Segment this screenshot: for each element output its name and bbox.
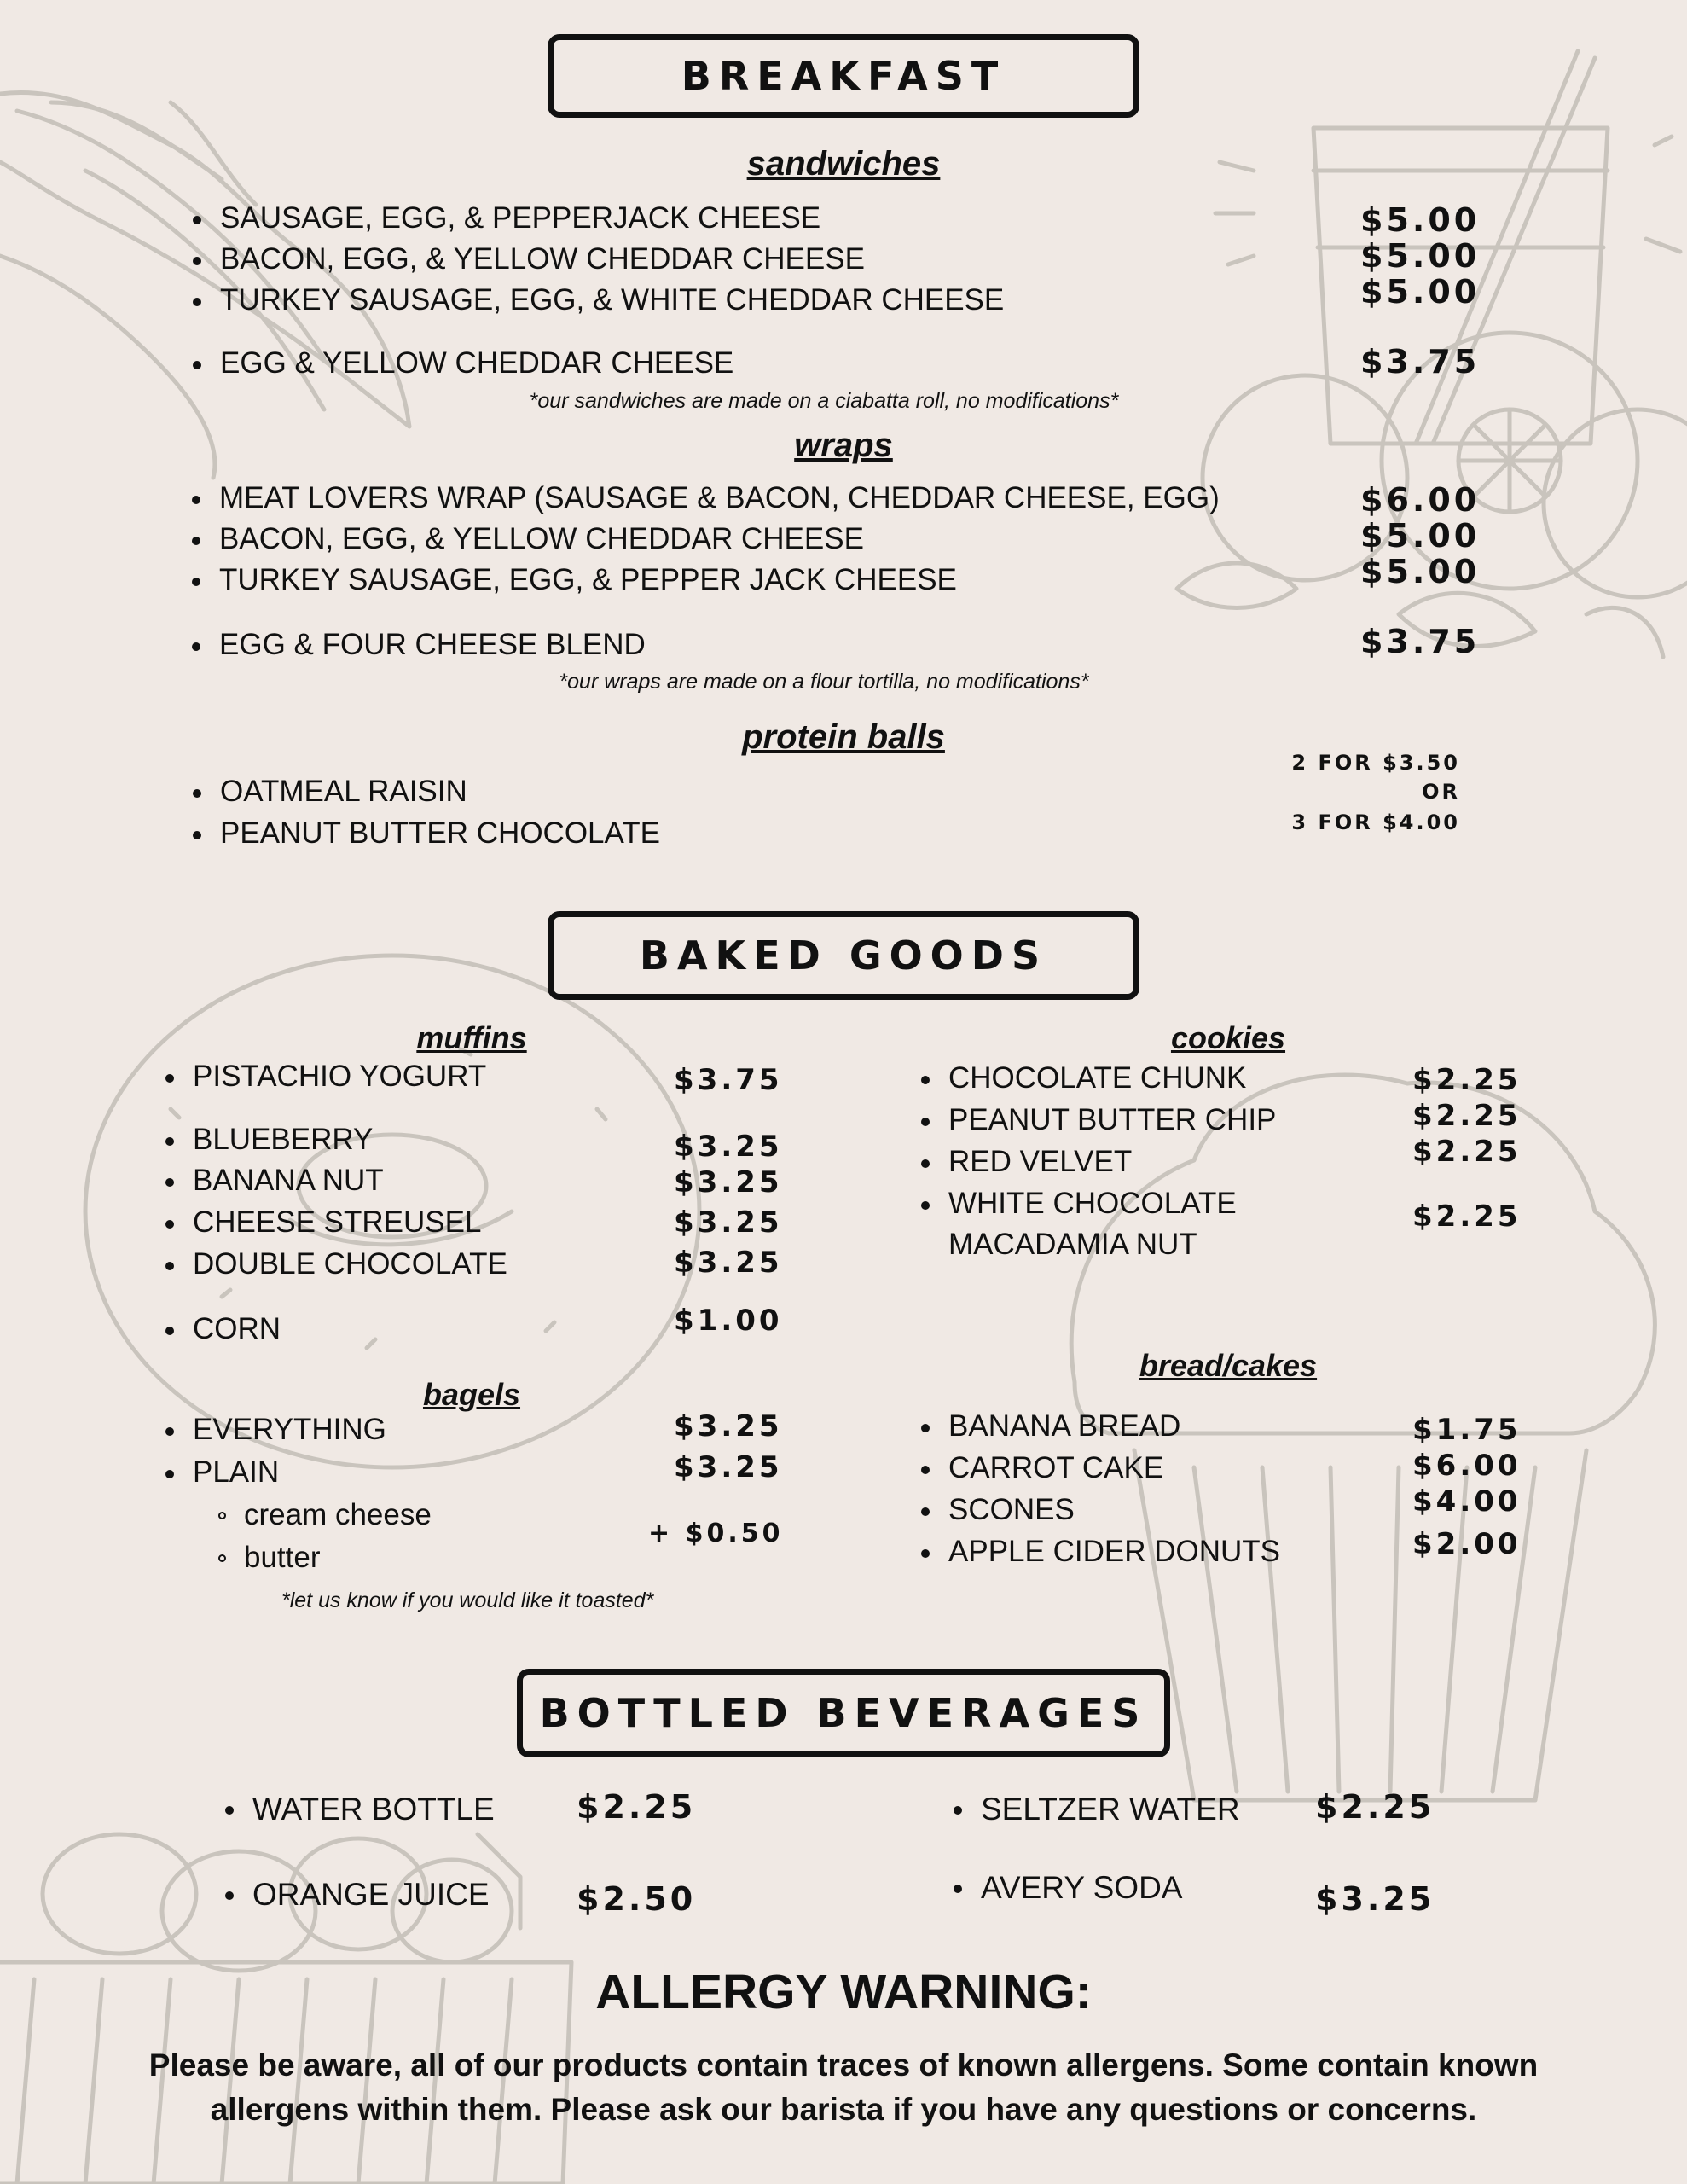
muffin-item: BLUEBERRY [193, 1123, 374, 1156]
cookies-heading: cookies [1170, 1020, 1286, 1055]
wrap-price: $6.00 [1360, 481, 1481, 519]
bagels-note: *let us know if you would like it toasted* [281, 1589, 654, 1612]
muffin-item: PISTACHIO YOGURT [193, 1060, 487, 1093]
sandwich-price: $5.00 [1360, 201, 1481, 239]
allergy-warning-title: ALLERGY WARNING: [595, 1965, 1092, 2019]
cookie-price: $2.25 [1412, 1099, 1522, 1133]
wrap-item: MEAT LOVERS WRAP (SAUSAGE & BACON, CHEDDAR CHEESE, EGG) [219, 481, 1220, 514]
wrap-item: BACON, EGG, & YELLOW CHEDDAR CHEESE [219, 522, 864, 555]
wrap-price: $5.00 [1360, 517, 1481, 555]
sandwich-price: $5.00 [1360, 273, 1481, 311]
wrap-item: EGG & FOUR CHEESE BLEND [219, 628, 646, 661]
bread-cake-item: CARROT CAKE [948, 1451, 1164, 1484]
muffin-price: $3.25 [674, 1246, 783, 1280]
sandwich-item: BACON, EGG, & YELLOW CHEDDAR CHEESE [220, 242, 865, 276]
muffin-price: $3.25 [674, 1165, 783, 1199]
beverage-price: $3.25 [1315, 1880, 1435, 1918]
muffin-item: CORN [193, 1312, 281, 1345]
bread-cake-item: APPLE CIDER DONUTS [948, 1535, 1280, 1568]
bread-cakes-heading: bread/cakes [1139, 1348, 1318, 1383]
beverage-item: WATER BOTTLE [252, 1792, 495, 1827]
cookie-price: $2.25 [1412, 1063, 1522, 1097]
protein-ball-item: OATMEAL RAISIN [220, 775, 467, 808]
baked-goods-banner: BAKED GOODS [548, 911, 1139, 1000]
cookie-item-line2: MACADAMIA NUT [948, 1228, 1197, 1261]
wraps-heading: wraps [794, 427, 893, 464]
bagels-heading: bagels [422, 1377, 521, 1412]
sandwiches-note: *our sandwiches are made on a ciabatta roll, no modifications* [529, 389, 1119, 413]
cookie-price: $2.25 [1412, 1199, 1522, 1234]
breakfast-banner: BREAKFAST [548, 34, 1139, 118]
sandwich-item: TURKEY SAUSAGE, EGG, & WHITE CHEDDAR CHEESE [220, 283, 1005, 317]
beverage-price: $2.25 [1315, 1788, 1435, 1826]
protein-ball-price: OR [1422, 780, 1460, 804]
bagel-item: PLAIN [193, 1455, 280, 1489]
allergy-warning-text: Please be aware, all of our products contain traces of known allergens. Some contain known allergens within them. Please ask our barista if you have any questions or concerns. [148, 2048, 1539, 2127]
muffin-item: BANANA NUT [193, 1164, 384, 1197]
protein-balls-heading: protein balls [742, 718, 945, 756]
bread-cake-price: $2.00 [1412, 1527, 1522, 1561]
bread-cake-item: SCONES [948, 1493, 1075, 1526]
muffin-price: $3.25 [674, 1130, 783, 1164]
bagel-addon: butter [244, 1541, 321, 1574]
cookie-item: WHITE CHOCOLATE [948, 1187, 1237, 1220]
sandwich-price: $3.75 [1360, 343, 1481, 380]
sandwiches-heading: sandwiches [746, 145, 941, 183]
sandwich-item: SAUSAGE, EGG, & PEPPERJACK CHEESE [220, 201, 821, 235]
bagel-price: $3.25 [674, 1450, 783, 1484]
beverage-item: AVERY SODA [981, 1870, 1183, 1905]
wrap-price: $5.00 [1360, 553, 1481, 590]
bagel-item: EVERYTHING [193, 1413, 386, 1446]
bread-cake-price: $6.00 [1412, 1449, 1522, 1483]
bagel-price: $3.25 [674, 1409, 783, 1443]
muffins-heading: muffins [416, 1020, 527, 1055]
muffin-price: $3.25 [674, 1205, 783, 1240]
beverage-price: $2.50 [577, 1880, 697, 1918]
wraps-note: *our wraps are made on a flour tortilla, no modifications* [559, 670, 1089, 694]
bottled-beverages-banner: BOTTLED BEVERAGES [517, 1669, 1170, 1757]
bagel-addon: cream cheese [244, 1498, 432, 1531]
beverage-item: SELTZER WATER [981, 1792, 1240, 1827]
addon-price: + $0.50 [648, 1519, 784, 1548]
muffin-item: DOUBLE CHOCOLATE [193, 1247, 507, 1281]
cookie-item: RED VELVET [948, 1145, 1133, 1178]
cookie-item: PEANUT BUTTER CHIP [948, 1103, 1277, 1136]
muffin-item: CHEESE STREUSEL [193, 1205, 482, 1239]
cookie-item: CHOCOLATE CHUNK [948, 1061, 1247, 1095]
sandwich-item: EGG & YELLOW CHEDDAR CHEESE [220, 346, 734, 380]
bread-cake-price: $4.00 [1412, 1484, 1522, 1519]
muffin-price: $1.00 [674, 1304, 783, 1338]
protein-ball-item: PEANUT BUTTER CHOCOLATE [220, 816, 660, 850]
cookie-price: $2.25 [1412, 1135, 1522, 1169]
muffin-price: $3.75 [674, 1063, 783, 1097]
bread-cake-price: $1.75 [1412, 1413, 1522, 1447]
wrap-price: $3.75 [1360, 623, 1481, 660]
wrap-item: TURKEY SAUSAGE, EGG, & PEPPER JACK CHEESE [219, 563, 957, 596]
beverage-price: $2.25 [577, 1788, 697, 1826]
bread-cake-item: BANANA BREAD [948, 1409, 1181, 1443]
protein-ball-price: 2 FOR $3.50 [1291, 751, 1460, 775]
sandwich-price: $5.00 [1360, 237, 1481, 275]
beverage-item: ORANGE JUICE [252, 1877, 490, 1912]
protein-ball-price: 3 FOR $4.00 [1291, 810, 1460, 834]
